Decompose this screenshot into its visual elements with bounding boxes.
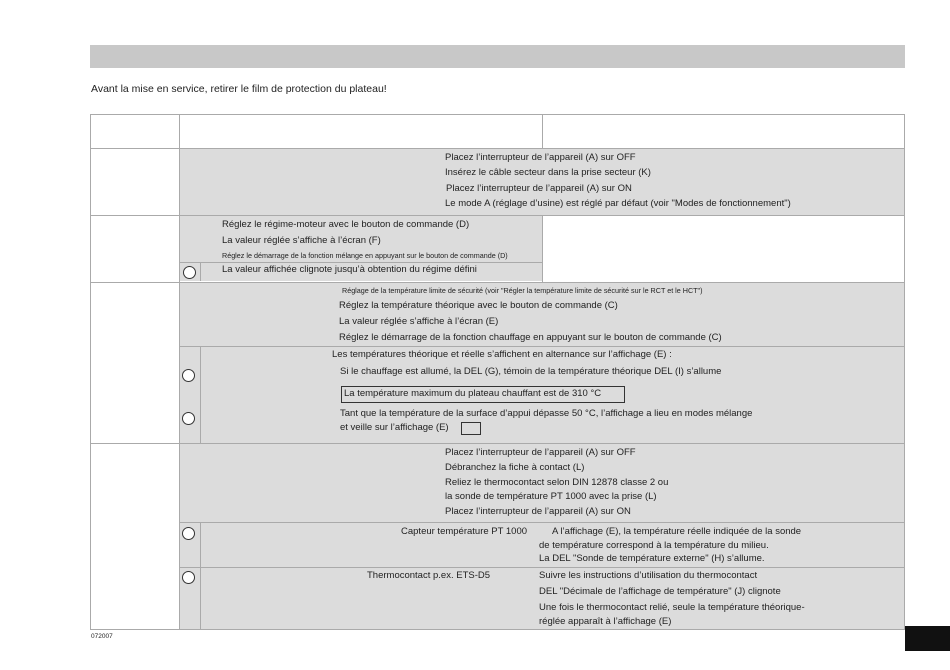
sensor-line-1: A l’affichage (E), la température réelle indiquée de la sonde (552, 526, 802, 537)
thermo-line-1: Suivre les instructions d’utilisation du thermocontact (539, 570, 758, 581)
indicator-circle-icon (182, 412, 195, 425)
section-2-line-2: La valeur réglée s’affiche à l’écran (F) (222, 235, 381, 246)
indicator-circle-icon (182, 369, 195, 382)
section-3-line-2: La valeur réglée s’affiche à l’écran (E) (339, 316, 499, 327)
section-1-line-2: Insérez le câble secteur dans la prise secteur (K) (445, 167, 651, 178)
section-3-hot-line-2: et veille sur l’affichage (E) (340, 422, 449, 433)
section-2-icon-col (200, 262, 201, 281)
section-1-line-4: Le mode A (réglage d’usine) est réglé par défaut (voir "Modes de fonctionnement") (445, 198, 791, 209)
section-2-subrow-border (180, 262, 542, 263)
thermo-line-3: Une fois le thermocontact relié, seule la température théorique- (539, 602, 805, 613)
indicator-circle-icon (182, 571, 195, 584)
section-2-blink-line: La valeur affichée clignote jusqu’à obtention du régime défini (222, 264, 477, 275)
intro-text: Avant la mise en service, retirer le film de protection du plateau! (91, 83, 387, 95)
indicator-circle-icon (183, 266, 196, 279)
table-bottom-border (90, 629, 905, 630)
section-4-line-5: Placez l’interrupteur de l’appareil (A) sur ON (445, 506, 631, 517)
section-1-line-3: Placez l’interrupteur de l’appareil (A) sur ON (446, 183, 632, 194)
section-2-line-1: Réglez le régime-moteur avec le bouton de commande (D) (222, 219, 470, 230)
section-4-line-4: la sonde de température PT 1000 avec la prise (L) (445, 491, 657, 502)
section-4-line-3: Reliez le thermocontact selon DIN 12878 classe 2 ou (445, 477, 669, 488)
sensor-label: Capteur température PT 1000 (401, 526, 528, 537)
section-3-hot-line-1: Tant que la température de la surface d’appui dépasse 50 °C, l’affichage a lieu en modes mélange (340, 408, 753, 419)
section-2-small-line: Réglez le démarrage de la fonction mélange en appuyant sur le bouton de commande (D) (222, 251, 508, 260)
section-4-line-1: Placez l’interrupteur de l’appareil (A) sur OFF (445, 447, 636, 458)
section-3-line-1: Réglez la température théorique avec le bouton de commande (C) (339, 300, 618, 311)
section-4-icon-col (200, 522, 201, 629)
table-right-border (904, 114, 905, 629)
section-4-subrow-border-1 (180, 522, 904, 523)
section-3-subrow-border (180, 346, 904, 347)
footer-code: 072007 (91, 633, 113, 640)
header-column-divider (542, 114, 543, 149)
section-3-led-note: Si le chauffage est allumé, la DEL (G), témoin de la température théorique DEL (I) s’allume (340, 366, 722, 377)
section-2-divider (542, 216, 543, 282)
section-3-small-line: Réglage de la température limite de sécurité (voir "Régler la température limite de sécurité sur le RCT et le HCT") (342, 286, 703, 295)
page-tab-marker (905, 626, 950, 651)
thermo-line-2: DEL "Décimale de l’affichage de température" (J) clignote (539, 586, 781, 597)
section-3-icon-col (200, 346, 201, 443)
section-4-subrow-border-2 (180, 567, 904, 568)
table-top-border (90, 114, 905, 115)
section-3-alternate-line: Les températures théorique et réelle s’affichent en alternance sur l’affichage (E) : (332, 349, 672, 360)
thermo-label: Thermocontact p.ex. ETS-D5 (367, 570, 491, 581)
section-3-line-3: Réglez le démarrage de la fonction chauffage en appuyant sur le bouton de commande (C) (339, 332, 722, 343)
max-temp-text: La température maximum du plateau chauffant est de 310 °C (344, 388, 602, 399)
section-1-line-1: Placez l’interrupteur de l’appareil (A) sur OFF (445, 152, 636, 163)
table-left-border (90, 114, 91, 629)
section-4-line-2: Débranchez la fiche à contact (L) (445, 462, 585, 473)
thermo-line-4: réglée apparaît à l’affichage (E) (539, 616, 672, 627)
display-symbol-icon (461, 422, 481, 435)
header-bar (90, 45, 905, 68)
sensor-line-3: La DEL "Sonde de température externe" (H) s’allume. (539, 553, 765, 564)
sensor-line-2: de température correspond à la température du milieu. (539, 540, 769, 551)
indicator-circle-icon (182, 527, 195, 540)
